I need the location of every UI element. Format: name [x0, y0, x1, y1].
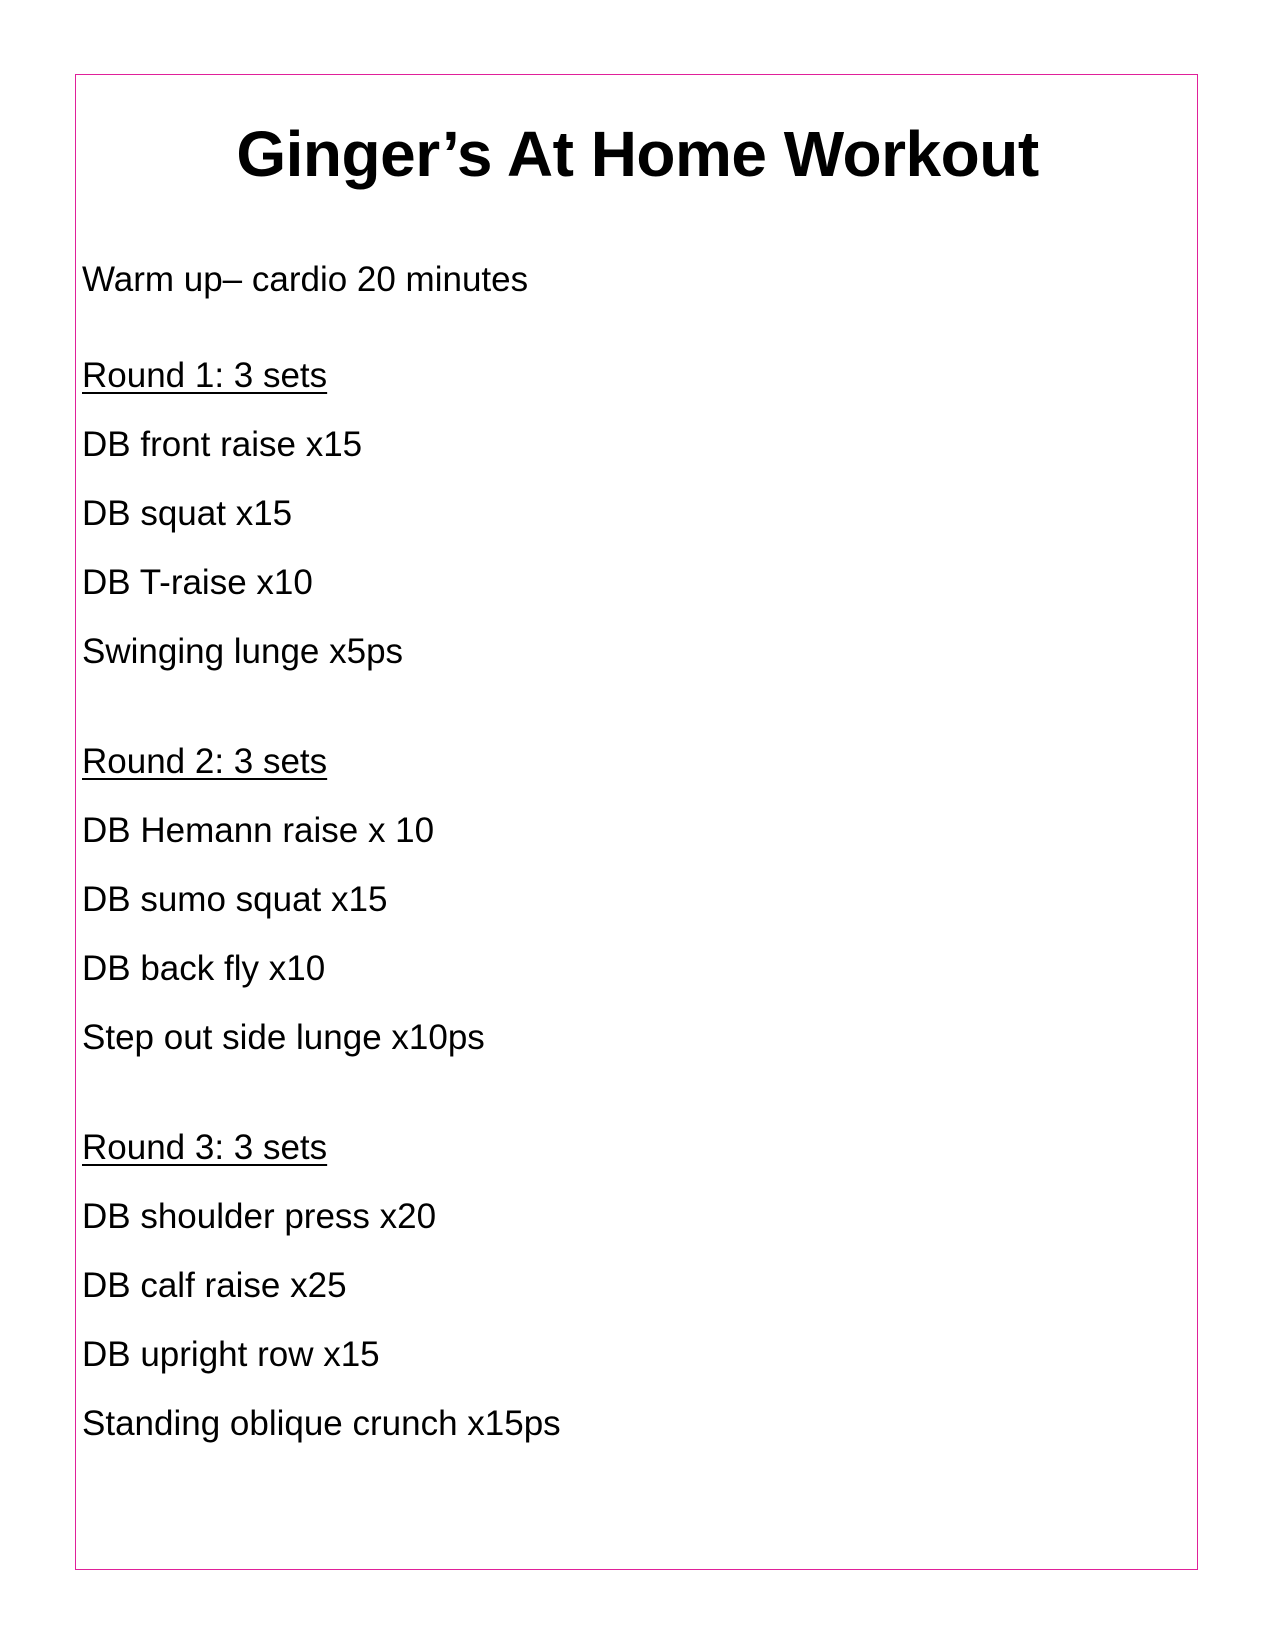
round-2-exercise: Step out side lunge x10ps — [82, 1018, 485, 1057]
round-2-heading: Round 2: 3 sets — [82, 742, 328, 781]
round-2-exercise: DB sumo squat x15 — [82, 880, 388, 919]
round-1-exercise: DB T-raise x10 — [82, 563, 313, 602]
round-3-exercise: DB calf raise x25 — [82, 1266, 347, 1305]
round-1-exercise: DB front raise x15 — [82, 425, 363, 464]
warmup-text: Warm up– cardio 20 minutes — [82, 260, 529, 299]
round-3-exercise: DB upright row x15 — [82, 1335, 380, 1374]
page-title: Ginger’s At Home Workout — [236, 118, 1039, 190]
round-3-heading: Round 3: 3 sets — [82, 1128, 328, 1167]
round-3-exercise: DB shoulder press x20 — [82, 1197, 437, 1236]
round-2-exercise: DB Hemann raise x 10 — [82, 811, 435, 850]
round-3-exercise: Standing oblique crunch x15ps — [82, 1404, 561, 1443]
round-1-exercise: Swinging lunge x5ps — [82, 632, 404, 671]
round-1-exercise: DB squat x15 — [82, 494, 293, 533]
round-2-exercise: DB back fly x10 — [82, 949, 326, 988]
round-1-heading: Round 1: 3 sets — [82, 356, 328, 395]
